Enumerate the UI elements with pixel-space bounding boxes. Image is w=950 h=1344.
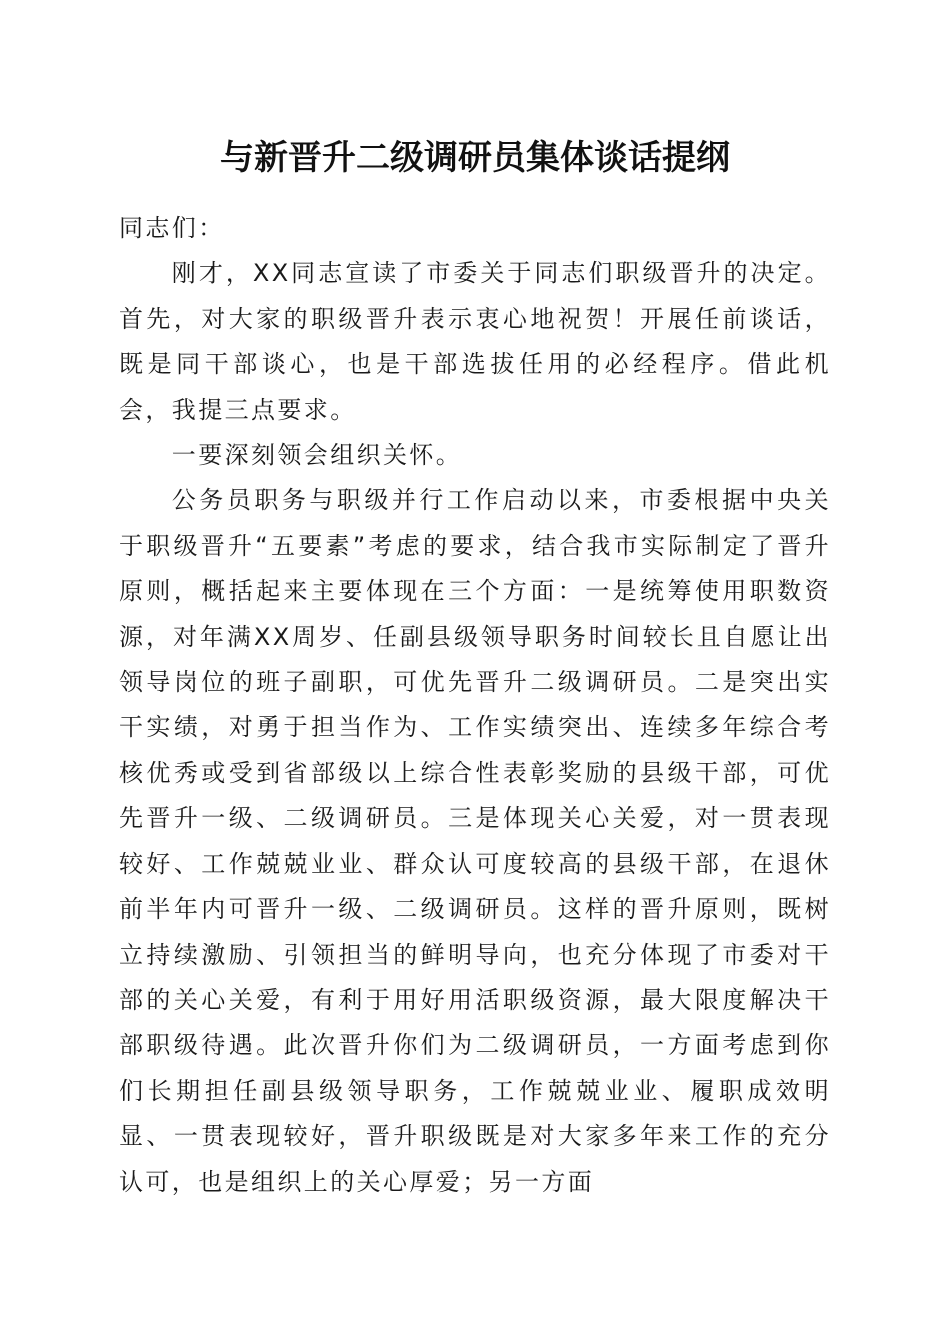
salutation: 同志们： <box>119 214 225 242</box>
paragraph-section-1: 公务员职务与职级并行工作启动以来，市委根据中央关于职级晋升“五要素”考虑的要求，结合我市实际制定了晋升原则，概括起来主要体现在三个方面：一是统筹使用职数资源，对年满XX周岁、任副县级领导职务时间较长且自愿让出领导岗位的班子副职，可优先晋升二级调研员。二是突出实干实绩，对勇于担当作为、工作实绩突出、连续多年综合考核优秀或受到省部级以上综合性表彰奖励的县级干部，可优先晋升一级、二级调研员。三是体现关心关爱，对一贯表现较好、工作兢兢业业、群众认可度较高的县级干部，在退休前半年内可晋升一级、二级调研员。这样的晋升原则，既树立持续激励、引领担当的鲜明导向，也充分体现了市委对干部的关心关爱，有利于用好用活职级资源，最大限度解决干部职级待遇。此次晋升你们为二级调研员，一方面考虑到你们长期担任副县级领导职务，工作兢兢业业、履职成效明显、一贯表现较好，晋升职级既是对大家多年来工作的充分认可，也是组织上的关心厚爱；另一方面 <box>119 486 831 1196</box>
paragraph-intro: 刚才，XX同志宣读了市委关于同志们职级晋升的决定。首先，对大家的职级晋升表示衷心地祝贺！开展任前谈话，既是同干部谈心，也是干部选拔任用的必经程序。借此机会，我提三点要求。 <box>119 259 831 424</box>
section-heading-1: 一要深刻领会组织关怀。 <box>171 441 463 470</box>
document-title: 与新晋升二级调研员集体谈话提纲 <box>220 138 730 178</box>
document-body <box>119 206 831 1205</box>
